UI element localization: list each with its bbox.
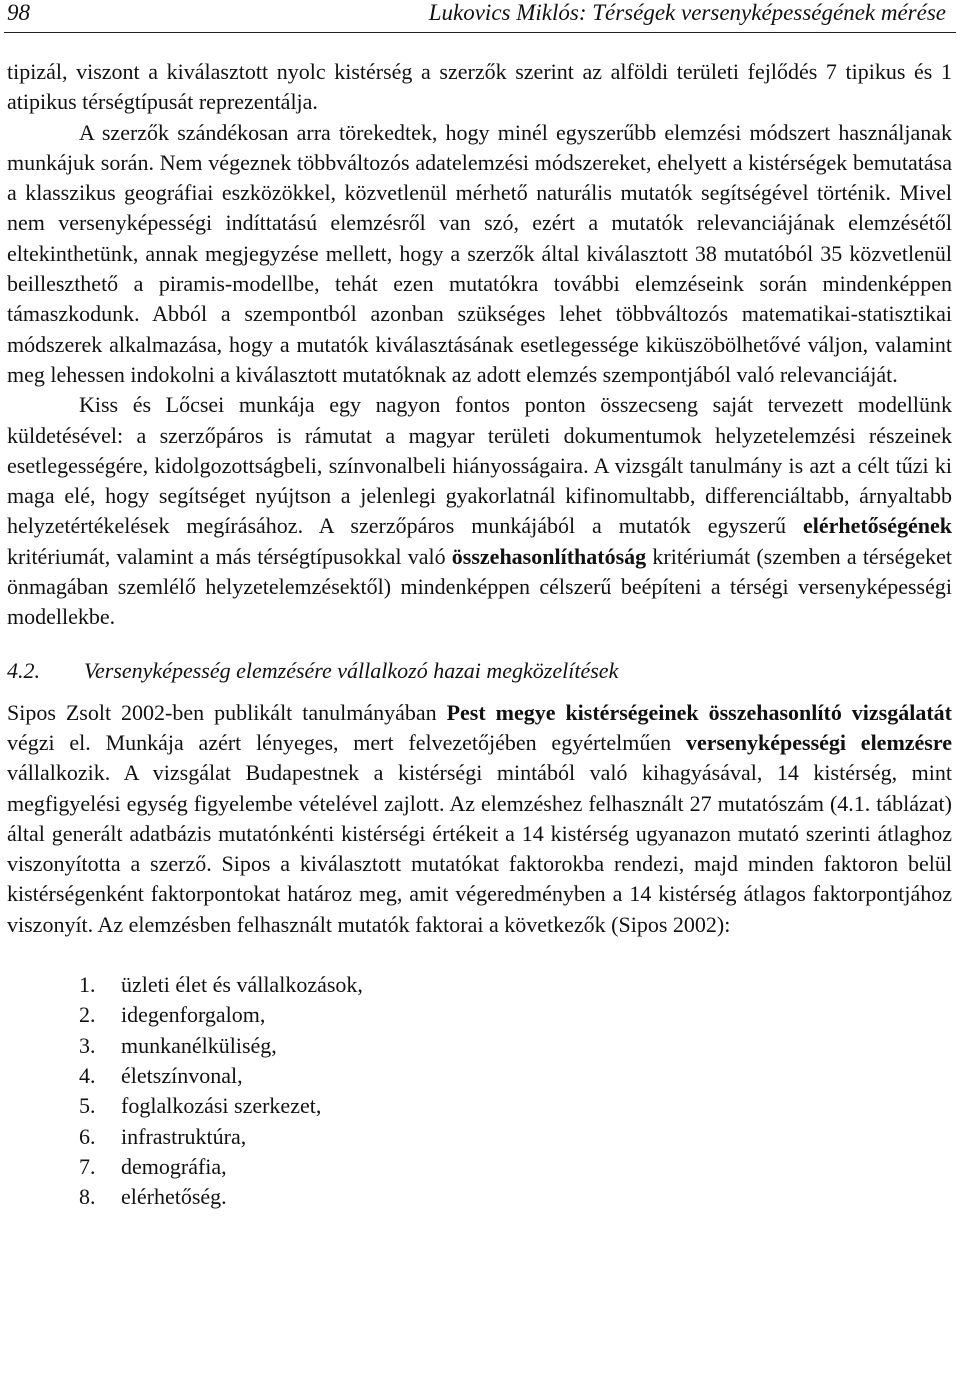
body-text	[7, 57, 952, 1212]
factor-list	[7, 970, 952, 1212]
list-item	[79, 1152, 952, 1182]
bold-term-availability: elérhetőségének	[802, 513, 952, 539]
list-number: 7.	[79, 1153, 96, 1179]
paragraph-method: A szerzők szándékosan arra törekedtek, hogy minél egyszerűbb elemzési módszert használjanak munkájuk során. Nem végeznek többváltozós adatelemzési módszereket, ehelyett a kistérségek bemutatása a klasszikus geográfiai eszközökkel, közvetlenül mérhető naturális mutatók segítségével történik. Mivel nem versenyképességi indíttatású elemzésről van szó, ezért a mutatók relevanciájának elemzésétől eltekinthetünk, annak megjegyzése mellett, hogy a szerzők által kiválasztott 38 mutatóból 35 közvetlenül beilleszthető a piramis-modellbe, tehát ezen mutatókra további elemzéseink során mindenképpen támaszkodunk. Abból a szempontból azonban szükséges lehet többváltozós matematikai-statisztikai módszerek alkalmazása, hogy a mutatók kiválasztásának esetlegessége kiküszöbölhetővé váljon, valamint meg lehessen indokolni a kiválasztott mutatóknak az adott elemzés szempontjából való relevanciáját.	[7, 119, 952, 387]
list-text: munkanélküliség,	[121, 1032, 277, 1058]
list-item	[79, 1031, 952, 1061]
list-text: foglalkozási szerkezet,	[121, 1093, 322, 1119]
text-run: Kiss és Lőcsei munkája egy nagyon fontos ponton összecseng saját tervezett modellünk küldetésével: a szerzőpáros is rámutat a magyar területi dokumentumok helyzetelemzési részeinek esetlegességére, kidolgozottságbeli, színvonalbeli hiányosságaira. A vizsgált tanulmány is azt a célt tűzi ki maga elé, hogy segítséget nyújtson a jelenlegi gyakorlatnál kifinomultabb, differenciáltabb, árnyaltabb helyzetértékelések megírásához. A szerzőpáros munkájából a mutatók egyszerű	[7, 392, 952, 539]
list-number: 6.	[79, 1123, 96, 1149]
list-number: 3.	[79, 1032, 96, 1058]
text-run: végzi el. Munkája azért lényeges, mert felvezetőjében egyértelműen	[7, 729, 672, 755]
bold-term-competitiveness: versenyképességi elemzésre	[685, 729, 952, 755]
list-number: 2.	[79, 1002, 96, 1028]
list-text: infrastruktúra,	[121, 1123, 247, 1149]
list-text: idegenforgalom,	[121, 1002, 266, 1028]
paragraph-sipos	[7, 698, 952, 940]
list-item	[79, 1061, 952, 1091]
bold-term-comparability: összehasonlíthatóság	[451, 543, 647, 569]
list-text: elérhetőség.	[121, 1184, 227, 1210]
text-run: Sipos Zsolt 2002-ben publikált tanulmányában	[7, 699, 437, 725]
bold-term-pest: Pest megye kistérségeinek összehasonlító vizsgálatát	[446, 699, 952, 725]
section-heading	[7, 656, 952, 686]
list-number: 8.	[79, 1184, 96, 1210]
list-number: 4.	[79, 1062, 96, 1088]
list-item	[79, 970, 952, 1000]
list-number: 5.	[79, 1093, 96, 1119]
list-text: életszínvonal,	[121, 1062, 243, 1088]
list-text: demográfia,	[121, 1153, 227, 1179]
text-run: kritériumát, valamint a más térségtípusokkal való	[7, 543, 446, 569]
paragraph-kiss-locsei	[7, 390, 952, 632]
section-title: Versenyképesség elemzésére vállalkozó hazai megközelítések	[84, 657, 619, 683]
list-item	[79, 1091, 952, 1121]
list-item	[79, 1122, 952, 1152]
list-number: 1.	[79, 972, 96, 998]
list-item	[79, 1000, 952, 1030]
list-text: üzleti élet és vállalkozások,	[121, 972, 363, 998]
text-run: vállalkozik. A vizsgálat Budapestnek a kistérségi mintából való kihagyásával, 14 kistérség, mint megfigyelési egység figyelembe vételével zajlott. Az elemzéshez felhasznált 27 mutatószám (4.1. táblázat) által generált adatbázis mutatónkénti kistérségi értékeit a 14 kistérség ugyanazon mutató szerinti átlaghoz viszonyította a szerző. Sipos a kiválasztott mutatókat faktorokba rendezi, majd minden faktoron belül kistérségenként faktorpontokat határoz meg, amit végeredményben a 14 kistérség átlagos faktorpontjához viszonyít. Az elemzésben felhasznált mutatók faktorai a következők (Sipos 2002):	[7, 760, 952, 937]
paragraph-continuation: tipizál, viszont a kiválasztott nyolc kistérség a szerzők szerint az alföldi területi fejlődés 7 tipikus és 1 atipikus térségtípusát reprezentálja.	[7, 59, 952, 115]
text-run: kritériumát (szemben a térségeket önmagában szemlélő helyzetelemzésektől) mindenképpen célszerű beépíteni a térségi versenyképességi modellekbe.	[7, 543, 952, 630]
running-title: Lukovics Miklós: Térségek versenyképességének mérése	[428, 0, 946, 25]
section-number: 4.2.	[7, 657, 40, 683]
list-item	[79, 1182, 952, 1212]
header-rule	[4, 32, 956, 33]
page-header	[0, 0, 960, 34]
page-number: 98	[7, 0, 30, 25]
